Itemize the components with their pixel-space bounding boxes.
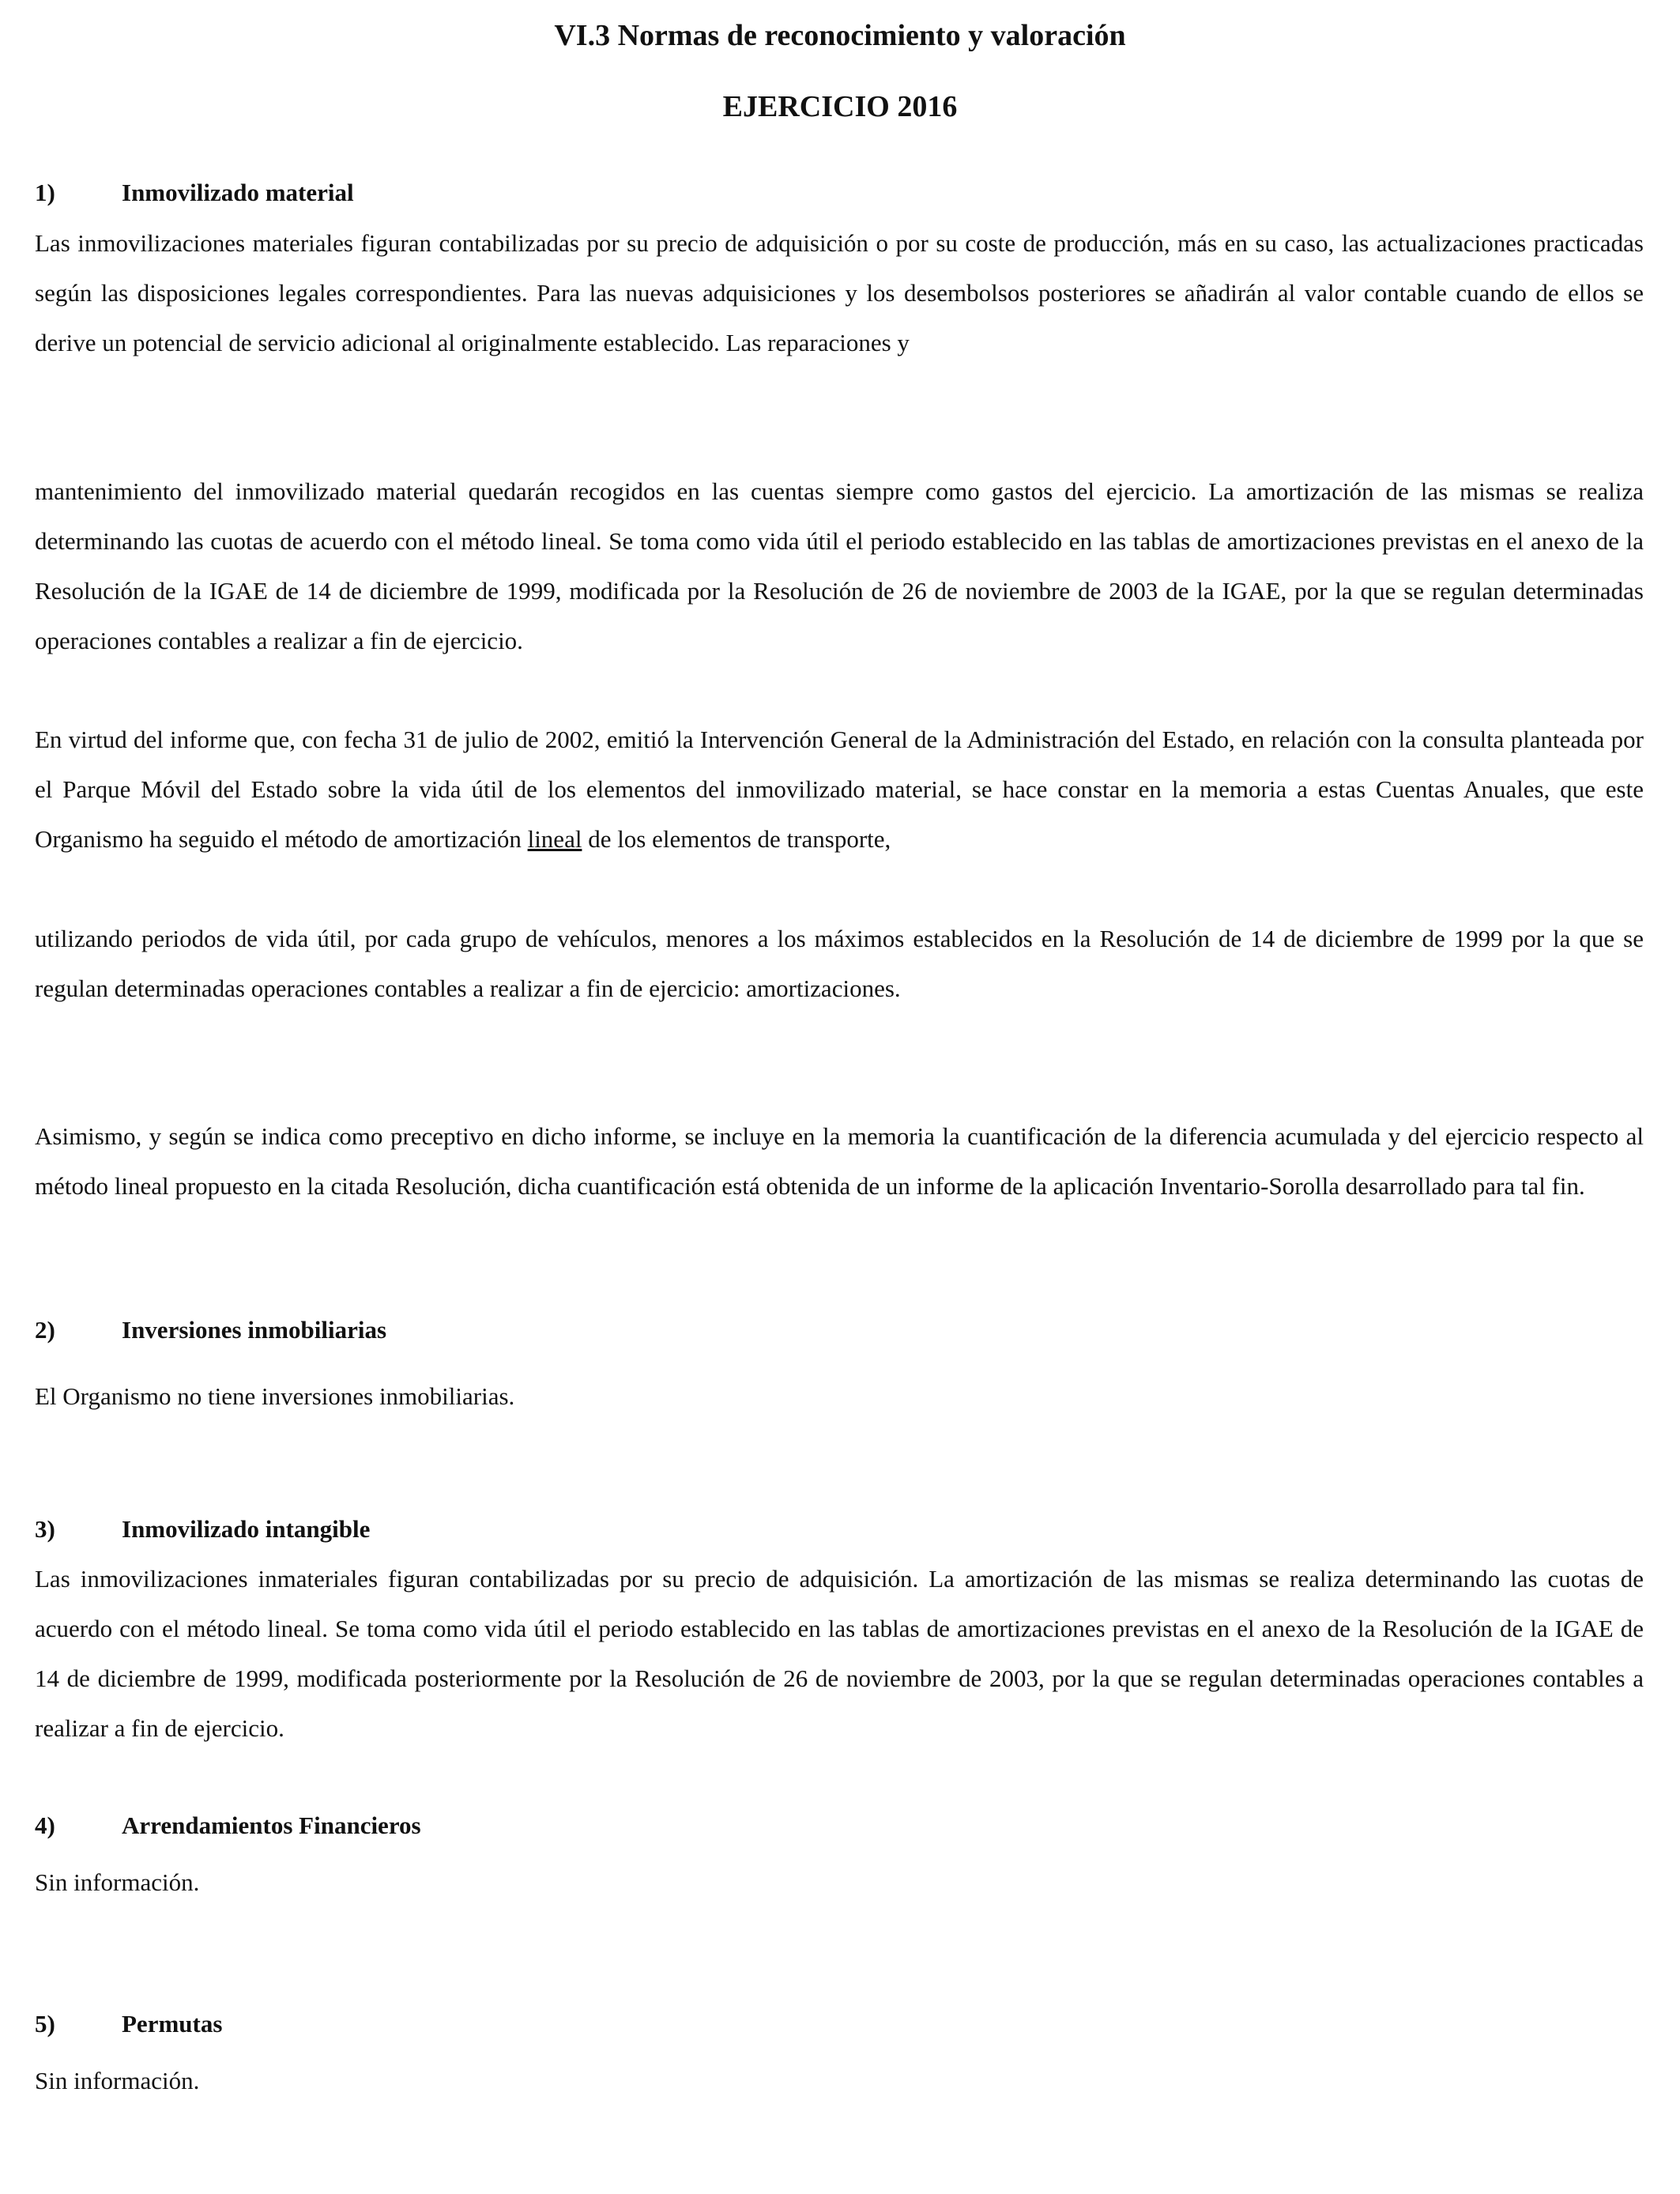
section-1-paragraph-3 (35, 714, 1644, 864)
section-3-title: Inmovilizado intangible (122, 1515, 371, 1543)
section-3-paragraph-1: Las inmovilizaciones inmateriales figuran contabilizadas por su precio de adquisición. La amortización de las mismas se realiza determinando las cuotas de acuerdo con el método lineal. Se toma como vida útil el periodo establecido en las tablas de amortizaciones previstas en el anexo de la Resolución de la IGAE de 14 de diciembre de 1999, modificada posteriormente por la Resolución de 26 de noviembre de 2003, por la que se regulan determinadas operaciones contables a realizar a fin de ejercicio. (35, 1565, 1644, 1742)
section-5-number: 5) (35, 2010, 55, 2038)
section-1-paragraph-5: Asimismo, y según se indica como preceptivo en dicho informe, se incluye en la memoria la cuantificación de la diferencia acumulada y del ejercicio respecto al método lineal propuesto en la citada Resolución, dicha cuantificación está obtenida de un informe de la aplicación Inventario-Sorolla desarrollado para tal fin. (35, 1122, 1644, 1200)
section-1-paragraph-4: utilizando periodos de vida útil, por cada grupo de vehículos, menores a los máximos establecidos en la Resolución de 14 de diciembre de 1999 por la que se regulan determinadas operaciones contables a realizar a fin de ejercicio: amortizaciones. (35, 925, 1644, 1002)
section-1-number: 1) (35, 179, 55, 206)
section-1-paragraph-3-text: En virtud del informe que, con fecha 31 de julio de 2002, emitió la Intervención General de la Administración del Estado, en relación con la consulta planteada por el Parque Móvil del Estado sobre la vida útil de los elementos del inmovilizado material, se hace constar en la memoria a estas Cuentas Anuales, que este Organismo ha seguido el método de amortización (35, 726, 1644, 853)
section-5-heading (35, 2008, 222, 2040)
section-2-paragraph-1: El Organismo no tiene inversiones inmobiliarias. (35, 1382, 515, 1410)
section-4-paragraph-1: Sin información. (35, 1868, 200, 1896)
underlined-word-lineal: lineal (527, 825, 582, 853)
section-1-paragraph-2: mantenimiento del inmovilizado material quedarán recogidos en las cuentas siempre como gastos del ejercicio. La amortización de las mismas se realiza determinando las cuotas de acuerdo con el método lineal. Se toma como vida útil el periodo establecido en las tablas de amortizaciones previstas en el anexo de la Resolución de la IGAE de 14 de diciembre de 1999, modificada por la Resolución de 26 de noviembre de 2003 de la IGAE, por la que se regulan determinadas operaciones contables a realizar a fin de ejercicio. (35, 477, 1644, 654)
section-1-title: Inmovilizado material (122, 179, 354, 206)
section-4-heading (35, 1810, 421, 1842)
page-title: VI.3 Normas de reconocimiento y valoración (554, 19, 1126, 52)
section-5-paragraph-1: Sin información. (35, 2067, 200, 2094)
page-subtitle: EJERCICIO 2016 (722, 90, 958, 123)
section-1-heading (35, 177, 354, 209)
section-4-title: Arrendamientos Financieros (122, 1811, 421, 1839)
section-3-heading (35, 1514, 370, 1545)
section-2-number: 2) (35, 1316, 55, 1344)
section-4-number: 4) (35, 1811, 55, 1839)
section-2-heading (35, 1314, 386, 1346)
section-1-paragraph-1: Las inmovilizaciones materiales figuran contabilizadas por su precio de adquisición o por su coste de producción, más en su caso, las actualizaciones practicadas según las disposiciones legales correspondientes. Para las nuevas adquisiciones y los desembolsos posteriores se añadirán al valor contable cuando de ellos se derive un potencial de servicio adicional al originalmente establecido. Las reparaciones y (35, 229, 1644, 356)
section-3-number: 3) (35, 1515, 55, 1543)
section-1-paragraph-3-end: de los elementos de transporte, (588, 825, 891, 853)
section-5-title: Permutas (122, 2010, 223, 2038)
section-2-title: Inversiones inmobiliarias (122, 1316, 387, 1344)
